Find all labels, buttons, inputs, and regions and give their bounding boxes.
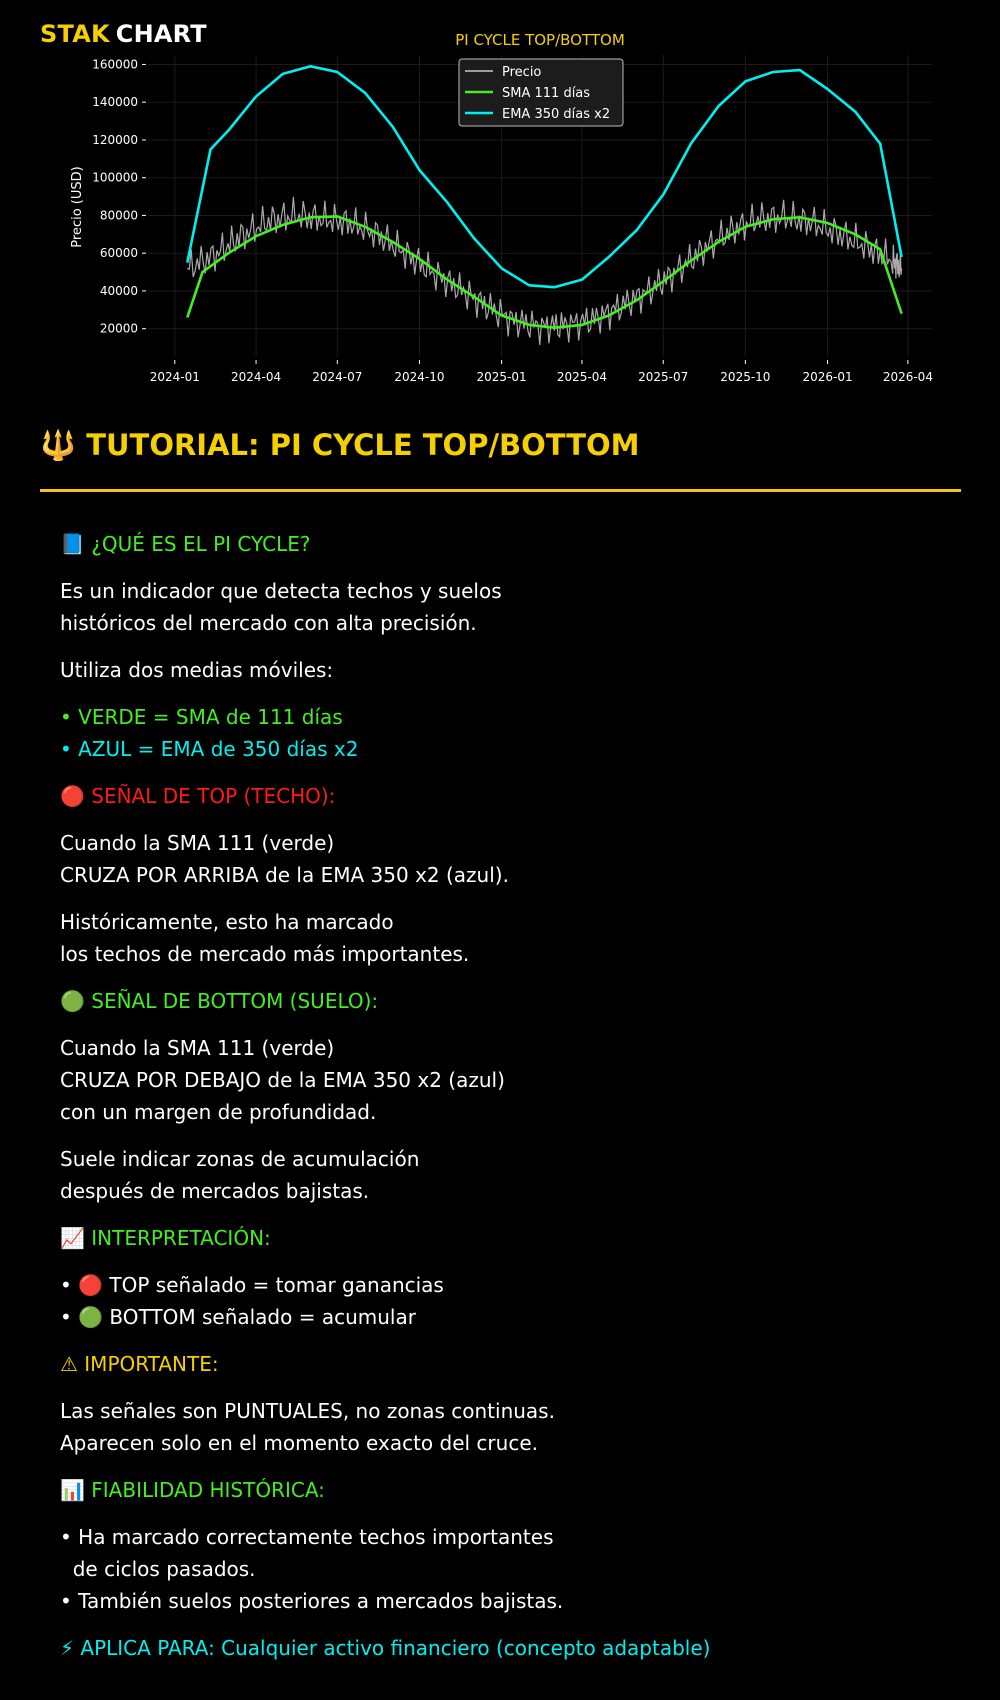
title-divider: [40, 489, 961, 492]
text-line: Es un indicador que detecta techos y suelos: [60, 579, 502, 603]
top-paragraph-1: [60, 827, 960, 891]
text-line: los techos de mercado más importantes.: [60, 942, 470, 966]
text-line: Aparecen solo en el momento exacto del cruce.: [60, 1431, 538, 1455]
x-tick-label: 2024-07: [312, 370, 363, 384]
x-tick-label: 2024-04: [230, 370, 282, 384]
y-tick-label: 160000: [92, 57, 138, 72]
important-paragraph: [60, 1395, 960, 1459]
bullet-green-sma: • VERDE = SMA de 111 días: [60, 705, 343, 729]
section-reliability-heading: 📊 FIABILIDAD HISTÓRICA:: [60, 1478, 325, 1502]
interpretation-list: [60, 1269, 960, 1333]
section-bottom-heading: 🟢 SEÑAL DE BOTTOM (SUELO):: [60, 989, 379, 1013]
what-paragraph-2: [60, 654, 960, 686]
text-line: históricos del mercado con alta precisión.: [60, 611, 477, 635]
sma-111-series-line: [187, 216, 901, 327]
text-line: Suele indicar zonas de acumulación: [60, 1147, 420, 1171]
section-important-heading: ⚠ IMPORTANTE:: [60, 1352, 219, 1376]
text-line: Cuando la SMA 111 (verde): [60, 831, 335, 855]
what-paragraph-1: [60, 575, 960, 639]
moving-averages-list: [60, 701, 960, 765]
x-tick-label: 2025-07: [638, 370, 689, 384]
text-line: Cuando la SMA 111 (verde): [60, 1036, 335, 1060]
brand-part2: CHART: [115, 20, 207, 48]
y-tick-label: 80000: [99, 208, 138, 223]
section-interpretation-heading: 📈 INTERPRETACIÓN:: [60, 1226, 271, 1250]
chart-title: PI CYCLE TOP/BOTTOM: [455, 31, 625, 49]
text-line: • 🔴 TOP señalado = tomar ganancias: [60, 1273, 444, 1297]
text-line: Históricamente, esto ha marcado: [60, 910, 394, 934]
y-tick-label: 40000: [99, 283, 138, 298]
text-line: • También suelos posteriores a mercados bajistas.: [60, 1589, 564, 1613]
text-line: • 🟢 BOTTOM señalado = acumular: [60, 1305, 416, 1329]
tutorial-content: [60, 528, 960, 1679]
text-line: con un margen de profundidad.: [60, 1100, 377, 1124]
reliability-list: [60, 1521, 960, 1617]
applies-to-note: ⚡ APLICA PARA: Cualquier activo financiero (concepto adaptable): [60, 1636, 711, 1660]
text-line: CRUZA POR DEBAJO de la EMA 350 x2 (azul): [60, 1068, 505, 1092]
text-line: después de mercados bajistas.: [60, 1179, 370, 1203]
bottom-paragraph-2: [60, 1143, 960, 1207]
text-line: CRUZA POR ARRIBA de la EMA 350 x2 (azul).: [60, 863, 509, 887]
legend-label: EMA 350 días x2: [502, 107, 611, 122]
text-line: Utiliza dos medias móviles:: [60, 658, 334, 682]
text-line: • Ha marcado correctamente techos importantes: [60, 1525, 554, 1549]
x-tick-label: 2026-01: [802, 370, 853, 384]
x-tick-label: 2024-10: [394, 370, 445, 384]
legend-label: SMA 111 días: [502, 86, 591, 101]
text-line: de ciclos pasados.: [60, 1557, 256, 1581]
section-top-heading: 🔴 SEÑAL DE TOP (TECHO):: [60, 784, 336, 808]
section-what-heading: 📘 ¿QUÉ ES EL PI CYCLE?: [60, 532, 311, 556]
bullet-blue-ema: • AZUL = EMA de 350 días x2: [60, 737, 359, 761]
x-tick-label: 2026-04: [882, 370, 933, 384]
y-tick-label: 60000: [99, 246, 138, 261]
tutorial-title: 🔱 TUTORIAL: PI CYCLE TOP/BOTTOM: [40, 428, 640, 462]
bottom-paragraph-1: [60, 1032, 960, 1128]
legend-label: Precio: [502, 65, 542, 80]
x-tick-label: 2025-01: [476, 370, 527, 384]
text-line: Las señales son PUNTUALES, no zonas continuas.: [60, 1399, 555, 1423]
y-tick-label: 100000: [92, 170, 138, 185]
brand-part1: STAK: [40, 20, 110, 48]
chart-legend: [459, 59, 623, 126]
x-tick-label: 2024-01: [149, 370, 200, 384]
x-tick-label: 2025-04: [556, 370, 608, 384]
y-tick-label: 20000: [99, 321, 138, 336]
pi-cycle-chart: [0, 0, 1000, 400]
x-tick-label: 2025-10: [720, 370, 771, 384]
top-paragraph-2: [60, 906, 960, 970]
y-tick-label: 140000: [92, 95, 138, 110]
y-tick-label: 120000: [92, 132, 138, 147]
chart-ylabel: Precio (USD): [70, 166, 85, 248]
price-series-line: [187, 197, 901, 345]
